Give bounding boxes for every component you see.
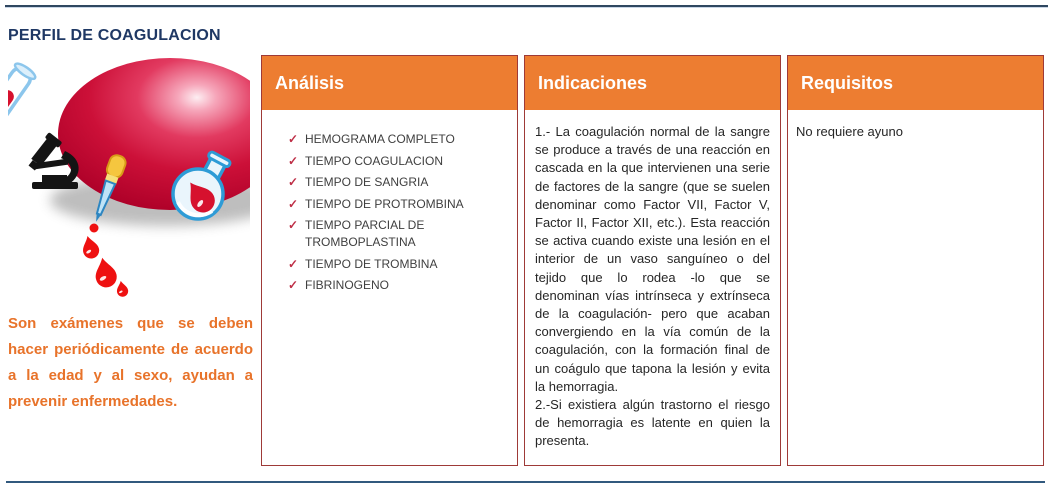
requisitos-body <box>788 110 1043 465</box>
analysis-item-label: TIEMPO PARCIAL DE TROMBOPLASTINA <box>305 218 425 249</box>
requisitos-text: No requiere ayuno <box>796 124 903 139</box>
check-icon: ✓ <box>288 175 299 189</box>
check-icon: ✓ <box>288 196 299 211</box>
intro-text: Son exámenes que se deben hacer periódicamente de acuerdo a la edad y al sexo, ayudan a prevenir enfermedades. <box>8 315 253 410</box>
analysis-item-label: TIEMPO DE SANGRIA <box>305 175 429 189</box>
blood-drop <box>92 256 119 290</box>
analisis-body <box>262 110 517 465</box>
indicaciones-body <box>525 110 780 465</box>
coagulation-illustration <box>8 58 250 306</box>
analysis-item <box>288 153 509 170</box>
blood-drop <box>115 280 129 298</box>
check-icon: ✓ <box>288 278 299 292</box>
analysis-list <box>262 131 517 294</box>
indicaciones-paragraph-1: 1.- La coagulación normal de la sangre se produce a través de una reacción en cascada en la que intervienen una serie de factores de la sangre (que se suelen denominar como Factor VII, Factor V, Factor II, Factor XII, etc.). Esta reacción se activa cuando existe una lesión en el interior de un vaso sanguíneo o del tejido que lo rodea -lo que se denominan vías intrínseca y extrínseca de la coagulación- pero que acaban convergiendo en la vía común de la coagulación, con la formación final de un coágulo que tapona la lesión y evita la hemorragia. <box>535 124 770 394</box>
column-analisis <box>261 55 518 466</box>
column-header-label: Requisitos <box>801 72 894 93</box>
analysis-item-label: TIEMPO DE PROTROMBINA <box>305 196 464 211</box>
page-title: PERFIL DE COAGULACION <box>8 27 221 44</box>
check-icon: ✓ <box>288 218 299 232</box>
check-icon: ✓ <box>288 256 299 271</box>
indicaciones-paragraph-2: 2.-Si existiera algún trastorno el riesgo de hemorragia es latente en quien la presenta. <box>535 397 770 449</box>
analysis-item-label: FIBRINOGENO <box>305 278 390 292</box>
analysis-item <box>288 131 509 148</box>
column-header-indicaciones <box>525 56 780 110</box>
column-header-label: Análisis <box>275 72 345 93</box>
blood-drop <box>80 234 101 260</box>
top-divider-rule <box>5 5 1048 8</box>
analysis-item-label: TIEMPO COAGULACION <box>305 153 444 168</box>
blood-drop <box>90 224 99 233</box>
column-header-analisis <box>262 56 517 110</box>
check-icon: ✓ <box>288 153 299 168</box>
column-header-label: Indicaciones <box>538 72 648 93</box>
test-tube-icon <box>8 61 37 136</box>
column-header-requisitos <box>788 56 1043 110</box>
bottom-divider-rule <box>6 481 1045 483</box>
analysis-item <box>288 196 509 213</box>
check-icon: ✓ <box>288 132 299 146</box>
analysis-item <box>288 277 509 294</box>
column-requisitos <box>787 55 1044 466</box>
info-table <box>261 55 1044 466</box>
analysis-item <box>288 174 509 191</box>
analysis-item-label: HEMOGRAMA COMPLETO <box>305 132 455 146</box>
analysis-item-label: TIEMPO DE TROMBINA <box>305 256 438 271</box>
analysis-item <box>288 217 509 251</box>
analysis-item <box>288 256 509 273</box>
column-indicaciones <box>524 55 781 466</box>
